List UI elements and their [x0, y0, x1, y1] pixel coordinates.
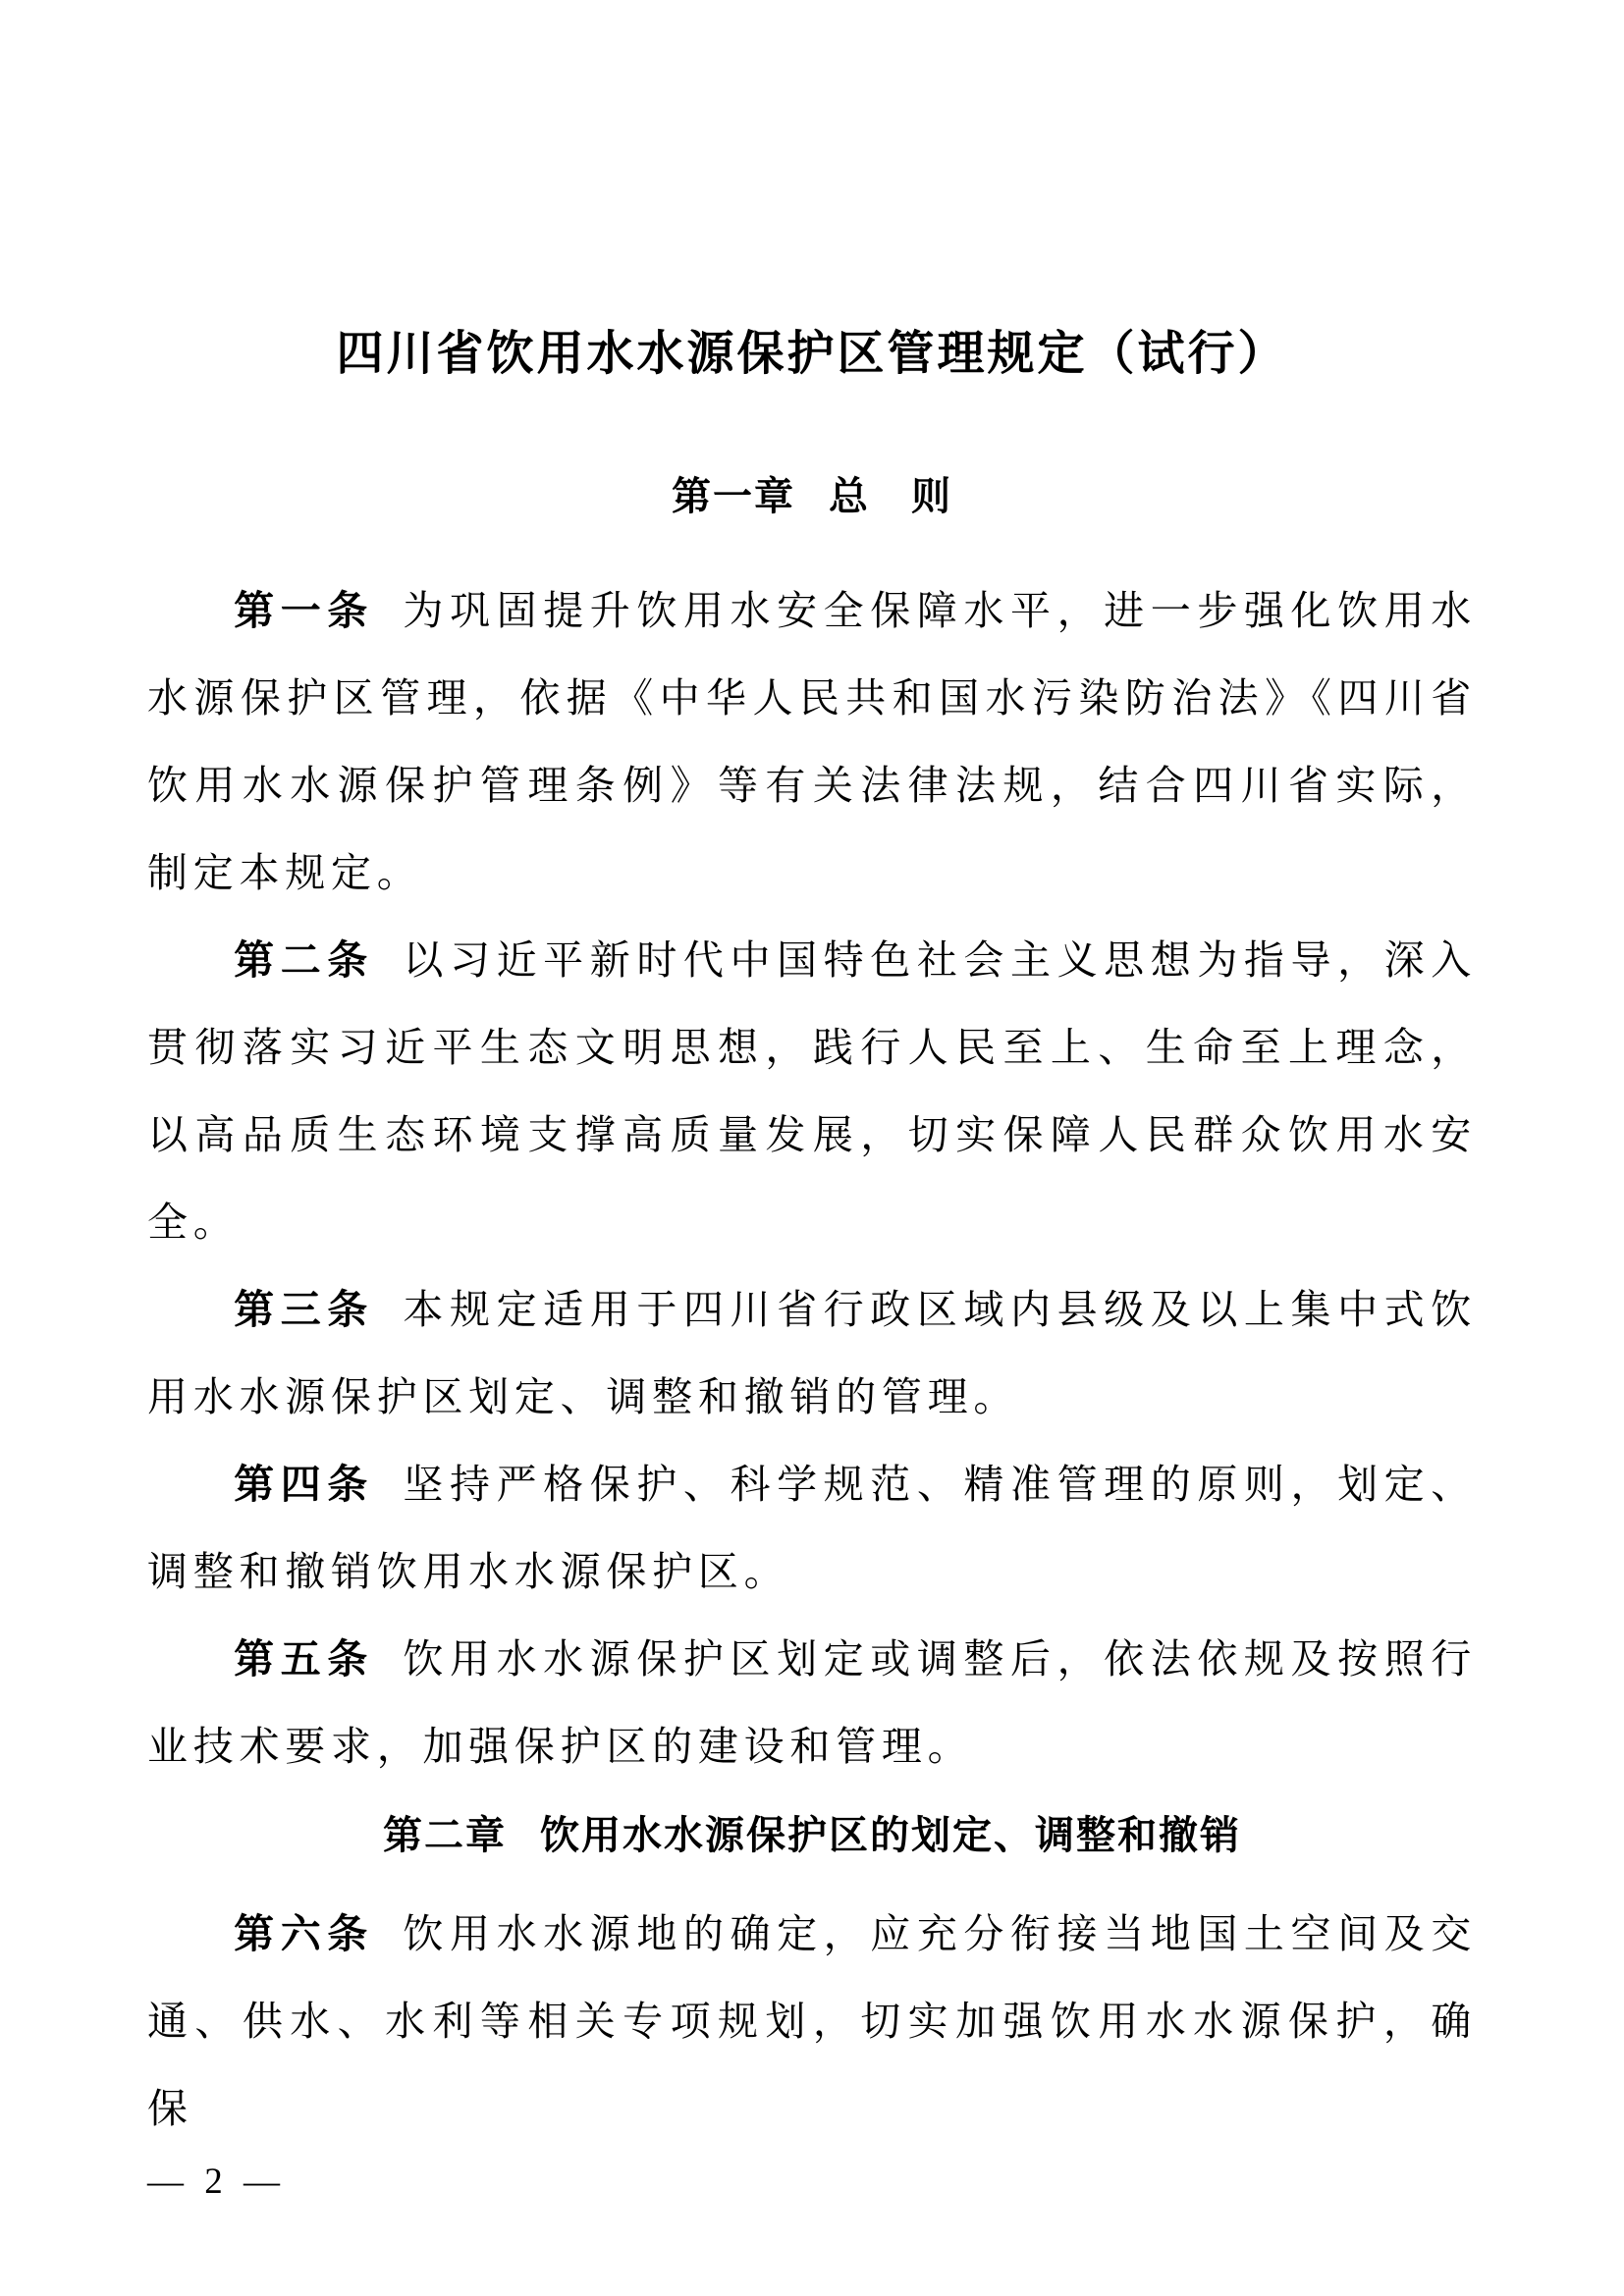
chapter-2-body [147, 1891, 1477, 2153]
article-2 [147, 917, 1477, 1266]
chapter-2-number: 第二章 [383, 1814, 507, 1857]
page-number: — 2 — [147, 2162, 286, 2202]
article-4-label: 第四条 [234, 1462, 374, 1507]
article-5-label: 第五条 [234, 1636, 374, 1682]
document-content [147, 0, 1477, 2153]
article-1-text: 为巩固提升饮用水安全保障水平，进一步强化饮用水水源保护区管理，依据《中华人民共和国水污染防治法》《四川省饮用水水源保护管理条例》等有关法律法规，结合四川省实际，制定本规定。 [147, 588, 1477, 895]
chapter-1-title: 总 则 [829, 475, 952, 518]
article-1-label: 第一条 [234, 588, 374, 633]
article-6 [147, 1891, 1477, 2153]
article-6-text: 饮用水水源地的确定，应充分衔接当地国土空间及交通、供水、水利等相关专项规划，切实加强饮用水水源保护，确保 [147, 1911, 1477, 2131]
article-4-text: 坚持严格保护、科学规范、精准管理的原则，划定、调整和撤销饮用水水源保护区。 [147, 1462, 1477, 1594]
chapter-2-heading [147, 1808, 1477, 1863]
article-3-label: 第三条 [234, 1287, 374, 1332]
article-4 [147, 1441, 1477, 1616]
article-3-text: 本规定适用于四川省行政区域内县级及以上集中式饮用水水源保护区划定、调整和撤销的管理。 [147, 1287, 1477, 1419]
chapter-2-title: 饮用水水源保护区的划定、调整和撤销 [540, 1814, 1241, 1857]
chapter-1-body [147, 567, 1477, 1790]
article-2-label: 第二条 [234, 937, 374, 983]
article-3 [147, 1266, 1477, 1441]
article-6-label: 第六条 [234, 1911, 374, 1956]
article-1 [147, 567, 1477, 917]
article-5-text: 饮用水水源保护区划定或调整后，依法依规及按照行业技术要求，加强保护区的建设和管理。 [147, 1636, 1477, 1769]
page-title: 四川省饮用水水源保护区管理规定（试行） [336, 328, 1288, 380]
chapter-1-heading [147, 469, 1477, 524]
article-2-text: 以习近平新时代中国特色社会主义思想为指导，深入贯彻落实习近平生态文明思想，践行人民至上、生命至上理念，以高品质生态环境支撑高质量发展，切实保障人民群众饮用水安全。 [147, 937, 1477, 1245]
chapter-1-number: 第一章 [672, 475, 795, 518]
article-5 [147, 1616, 1477, 1790]
